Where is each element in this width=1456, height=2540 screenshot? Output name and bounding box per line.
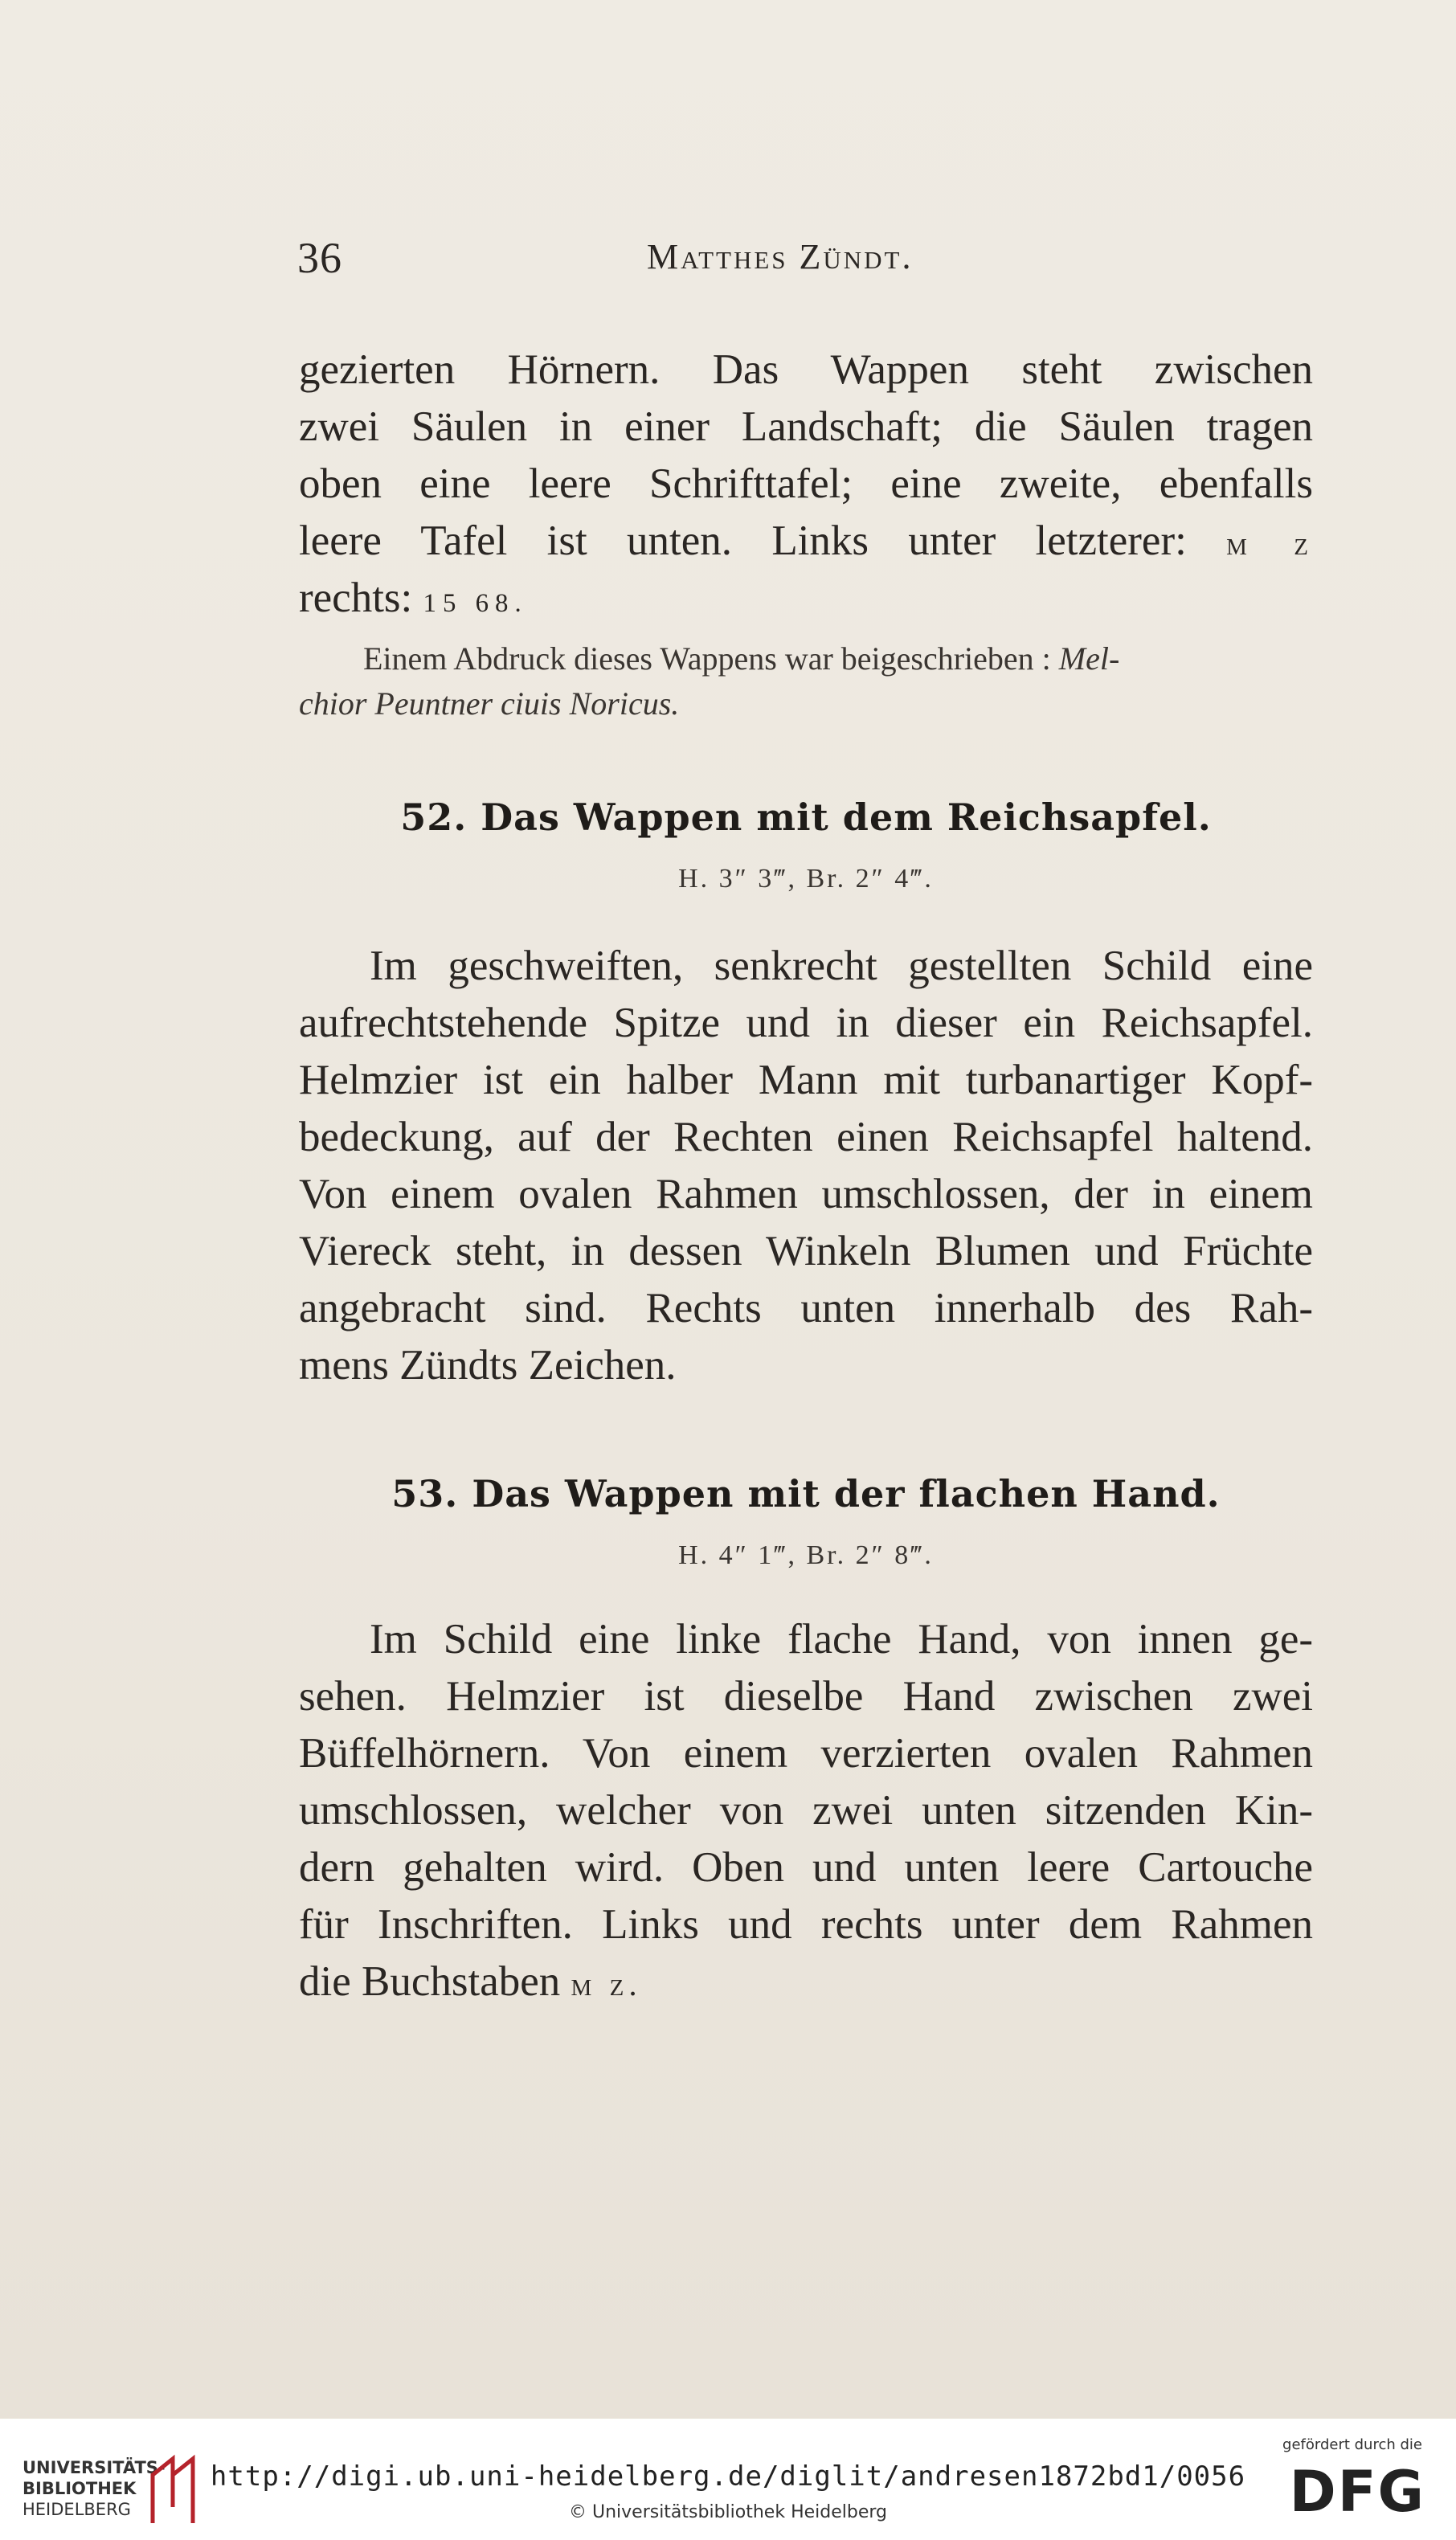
text-line: gezierten Hörnern. Das Wappen steht zwischen [299,346,1313,393]
text-line [299,513,1313,570]
text-line: bedeckung, auf der Rechten einen Reichsapfel haltend. [299,1114,1313,1160]
funding-label: gefördert durch die [1282,2436,1422,2453]
dfg-logo: DFG [1289,2459,1425,2525]
monogram-mark: m z [1226,525,1313,562]
note-italic: Mel- [1058,640,1120,677]
page-number: 36 [297,234,342,282]
text-line-part: rechts: [299,575,423,621]
text-line: dern gehalten wird. Oben und unten leere Cartouche [299,1844,1313,1891]
text-line [299,570,1313,627]
permalink-url[interactable]: http://digi.ub.uni-heidelberg.de/diglit/andresen1872bd1/0056 [210,2460,1246,2493]
paragraph-continued [299,342,1313,627]
year-mark: 15 68. [423,589,528,618]
text-line: für Inschriften. Links und rechts unter dem Rahmen [299,1901,1313,1948]
library-line: HEIDELBERG [22,2500,131,2519]
note-line [299,681,1313,726]
text-line-part: die Buchstaben [299,1958,571,2005]
note-text: Einem Abdruck dieses Wappens war beigeschrieben : [363,640,1059,677]
text-line: Im Schild eine linke flache Hand, von innen ge- [370,1616,1313,1663]
section-body-52 [299,938,1313,1394]
text-line: Büffelhörnern. Von einem verzierten ovalen Rahmen [299,1730,1313,1777]
library-line: UNIVERSITÄTS- [22,2458,166,2477]
section-heading-52: 52. Das Wappen mit dem Reichsapfel. [400,796,1212,839]
monogram-mark: m z. [571,1965,642,2002]
page-header [297,233,1213,297]
section-heading-53: 53. Das Wappen mit der flachen Hand. [391,1472,1221,1515]
text-line: Viereck steht, in dessen Winkeln Blumen und Früchte [299,1228,1313,1274]
text-line: aufrechtstehende Spitze und in dieser ein Reichsapfel. [299,1000,1313,1046]
text-line [299,1953,1313,2010]
note-italic: chior Peuntner ciuis Noricus. [299,685,680,722]
text-line: Im geschweiften, senkrecht gestellten Schild eine [370,943,1313,989]
section-dimensions-53: H. 4″ 1‴, Br. 2″ 8‴. [678,1540,934,1570]
running-head: Matthes Zündt. [647,237,914,276]
text-line: zwei Säulen in einer Landschaft; die Säulen tragen [299,403,1313,450]
section-body-53 [299,1611,1313,2010]
text-line: sehen. Helmzier ist dieselbe Hand zwischen zwei [299,1673,1313,1720]
footnote [299,636,1313,726]
text-line: mens Zündts Zeichen. [299,1342,677,1389]
text-line: Helmzier ist ein halber Mann mit turbanartiger Kopf- [299,1057,1313,1103]
library-line: BIBLIOTHEK [22,2479,137,2498]
text-line-part: leere Tafel ist unten. Links unter letzterer: [299,517,1187,564]
copyright-notice: © Universitätsbibliothek Heidelberg [568,2502,887,2522]
section-dimensions-52: H. 3″ 3‴, Br. 2″ 4‴. [678,864,934,894]
text-line: Von einem ovalen Rahmen umschlossen, der in einem [299,1171,1313,1217]
text-line: oben eine leere Schrifttafel; eine zweite, ebenfalls [299,460,1313,507]
text-line: angebracht sind. Rechts unten innerhalb des Rah- [299,1285,1313,1331]
viewer-footer [0,2419,1456,2540]
text-line: umschlossen, welcher von zwei unten sitzenden Kin- [299,1787,1313,1834]
note-line [299,636,1313,681]
